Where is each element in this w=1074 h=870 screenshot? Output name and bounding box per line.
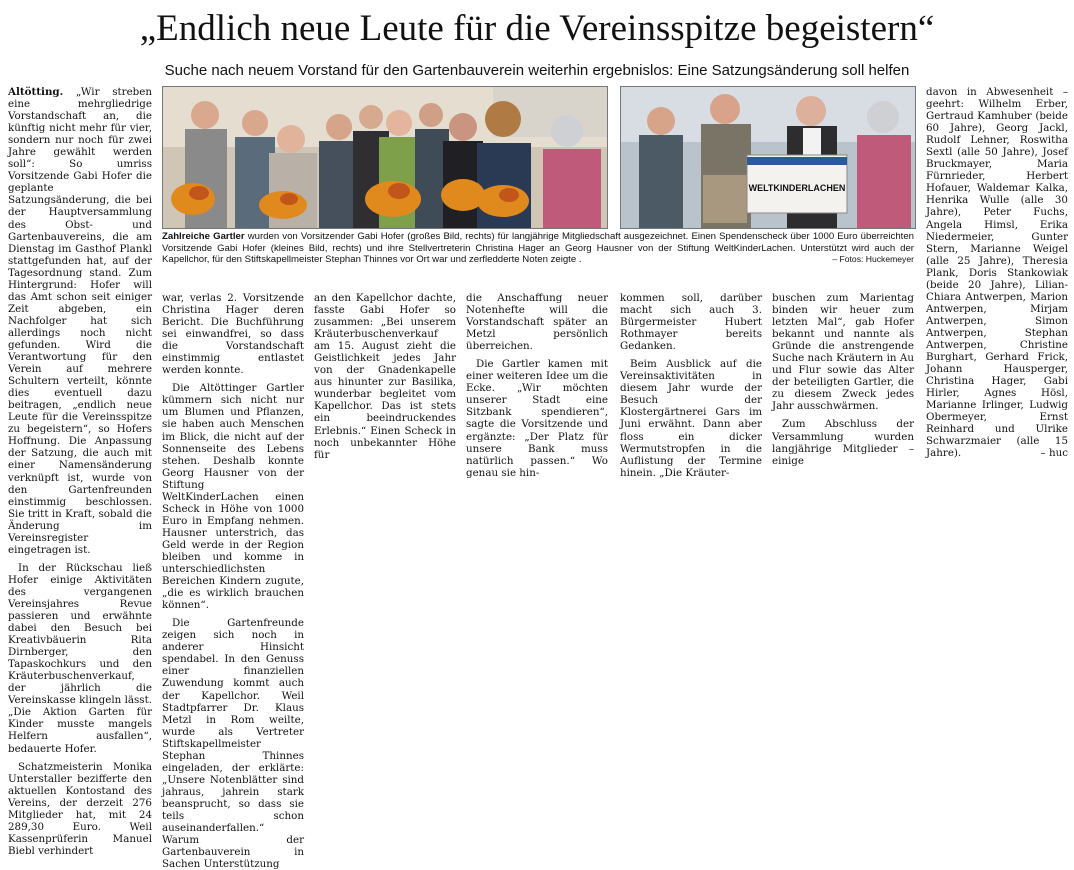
group-photo [162,86,608,229]
column-4 [466,292,608,479]
dateline: Altötting. [8,86,64,98]
column-1 [8,86,152,857]
column-5 [620,292,762,479]
author-signature: – huc [1040,447,1068,460]
check-text: WELTKINDERLACHEN [748,183,846,193]
paragraph: an den Kapellchor dachte, fasste Gabi Hofer so zusammen: „Bei unserem Kräuterbuschenverkauf am 15. August zieht die Geistlichkeit jedes Jahr von der Gnadenkapelle aus hinunter zur Basilika, wunderbar begleitet vom Kapellchor. Das ist stets ein beeindruckendes Erlebnis.“ Einen Scheck in noch unbekannter Höhe für [314,292,456,461]
column-7 [926,86,1068,466]
paragraph [926,86,1068,459]
photo-credit: – Fotos: Huckemeyer [832,254,914,265]
paragraph: Die Gartler kamen mit einer weiteren Idee um die Ecke. „Wir möchten unserer Stadt eine Sitzbank spendieren“, sagte die Vorsitzende und ergänzte: „Der Platz für unsere Bank muss natürlich passen.“ Wo genau sie hin- [466,358,608,479]
paragraph: war, verlas 2. Vorsitzende Christina Hager deren Bericht. Die Buchführung sei einwandfrei, so dass die Vorstandschaft einstimmig entlastet werden konnte. [162,292,304,377]
paragraph: Beim Ausblick auf die Vereinsaktivitäten in diesem Jahr wurde der Besuch der Klostergärtnerei Gars im Juni erwähnt. Dann aber floss ein dicker Wermutstropfen in die Auflistung der Termine hinein. „Die Kräuter- [620,358,762,479]
paragraph: Die Altöttinger Gartler kümmern sich nicht nur um Blumen und Pflanzen, sie haben auch Menschen im Blick, die nicht auf der Sonnenseite des Lebens stehen. Deshalb konnte Georg Hausner von der Stiftung WeltKinderLachen einen Scheck in Höhe von 1000 Euro in Empfang nehmen. Hausner unterstrich, das Geld werde in der Region bleiben und komme in unterschiedlichsten Bereichen Kindern zugute, „die es wirklich brauchen können“. [162,382,304,612]
paragraph: buschen zum Marientag binden wir heuer zum letzten Mal“, gab Hofer bekannt und nannte als Gründe die anstrengende Suche nach Kräutern in Au und Flur sowie das Alter der beteiligten Gartler, die zu diesem Zweck jedes Jahr ausschwärmen. [772,292,914,413]
paragraph: Die Gartenfreunde zeigen sich noch in anderer Hinsicht spendabel. In den Genuss einer finanziellen Zuwendung kommt auch der Kapellchor. Weil Stadtpfarrer Dr. Klaus Metzl in Rom weilte, wurde als Vertreter Stiftskapellmeister Stephan Thinnes eingeladen, der erklärte: „Unsere Notenblätter sind jahraus, jahrein stark beansprucht, so dass sie teils schon auseinanderfallen.“ Warum der Gartenbauverein in Sachen Unterstützung [162,617,304,870]
paragraph: Schatzmeisterin Monika Unterstaller bezifferte den aktuellen Kontostand des Vereins, der derzeit 276 Mitglieder hat, mit 24 289,30 Euro. Weil Kassenprüferin Manuel Biebl verhindert [8,760,152,857]
paragraph-text: „Wir streben eine mehrgliedrige Vorstandschaft an, die künftig nicht mehr für vier, sondern nur noch für zwei Jahre gewählt werden soll“: So umriss Vorsitzende Gabi Hofer die geplante Satzungsänderung, die bei der Hauptversammlung des Obst- und Gartenbauvereins, die am Dienstag im Gasthof Plankl stattgefunden hat, auf der Tagesordnung stand. Zum Hintergrund: Hofer will das Amt schon seit einiger Zeit abgeben, ein Nachfolger hat sich allerdings noch nicht gefunden. Wird die Verantwortung für den Verein auf mehrere Schultern verteilt, könnte dies eventuell dazu beitragen, „endlich neue Leute für die Vereinsspitze zu begeistern“, so Hofers Hoffnung. Die Anpassung der Satzung, die auch mit einer Namensänderung verknüpft ist, wurde von den Gartenfreunden einstimmig beschlossen. Sie tritt in Kraft, sobald die Änderung im Vereinsregister eingetragen ist. [8,86,152,556]
column-3 [314,292,456,472]
check-photo-image [621,87,915,228]
paragraph [8,86,152,556]
subheadline: Suche nach neuem Vorstand für den Gartenbauverein weiterhin ergebnislos: Eine Satzungsänderung soll helfen [164,62,910,79]
column-6 [772,292,914,472]
paragraph-text: davon in Abwesenheit – geehrt: Wilhelm Erber, Gertraud Kamhuber (beide 60 Jahre), Georg Jackl, Rudolf Lehner, Roswitha Sextl (alle 50 Jahre), Josef Bruckmayer, Maria Fürnrieder, Herbert Hofauer, Waldemar Kalka, Henrika Wulle (alle 30 Jahre), Peter Fuchs, Angela Himsl, Erika Niedermeier, Gunter Stern, Marianne Weigel (alle 25 Jahre), Theresia Plank, Doris Stankowiak (beide 20 Jahre), Lilian-Chiara Antwerpen, Marion Antwerpen, Mirjam Antwerpen, Simon Antwerpen, Stephan Antwerpen, Christine Burghart, Gerhard Frick, Johann Hausperger, Christina Hager, Gabi Hirler, Agnes Hösl, Marianne Irlinger, Ludwig Obermeyer, Ernst Reinhard und Ulrike Schwarzmaier (alle 15 Jahre). [926,86,1068,460]
caption-text: wurden von Vorsitzender Gabi Hofer (großes Bild, rechts) für langjährige Mitgliedschaft ausgezeichnet. Einen Spendenscheck über 1000 Euro überreichten Vorsitzende Gabi Hofer (kleines Bild, rechts) und ihre Stellvertreterin Christina Hager an Georg Hausner von der Stiftung WeltKinderLachen. Unterstützt wird auch der Kapellchor, für den Stiftskapellmeister Stephan Thinnes vor Ort war und zerfledderte Noten zeigte . [162,231,914,266]
check-photo [620,86,916,229]
paragraph: Zum Abschluss der Versammlung wurden langjährige Mitglieder – einige [772,418,914,467]
photo-caption [162,231,914,266]
paragraph: kommen soll, darüber macht sich auch 3. Bürgermeister Hubert Rothmayer bereits Gedanken. [620,292,762,353]
column-2 [162,292,304,870]
headline: „Endlich neue Leute für die Vereinsspitze begeistern“ [139,8,935,49]
group-photo-image [163,87,607,228]
paragraph: die Anschaffung neuer Notenhefte will die Vorstandschaft später an Metzl persönlich überreichen. [466,292,608,353]
paragraph: In der Rückschau ließ Hofer einige Aktivitäten des vergangenen Vereinsjahres Revue passieren und erwähnte dabei den Besuch bei Kreativbäuerin Rita Dirnberger, den Tapaskochkurs und den Kräuterbuschenverkauf, der jährlich die Vereinskasse klingeln lässt. „Die Aktion Garten für Kinder musste mangels Helfern ausfallen“, bedauerte Hofer. [8,561,152,755]
caption-lead: Zahlreiche Gartler [162,231,245,242]
